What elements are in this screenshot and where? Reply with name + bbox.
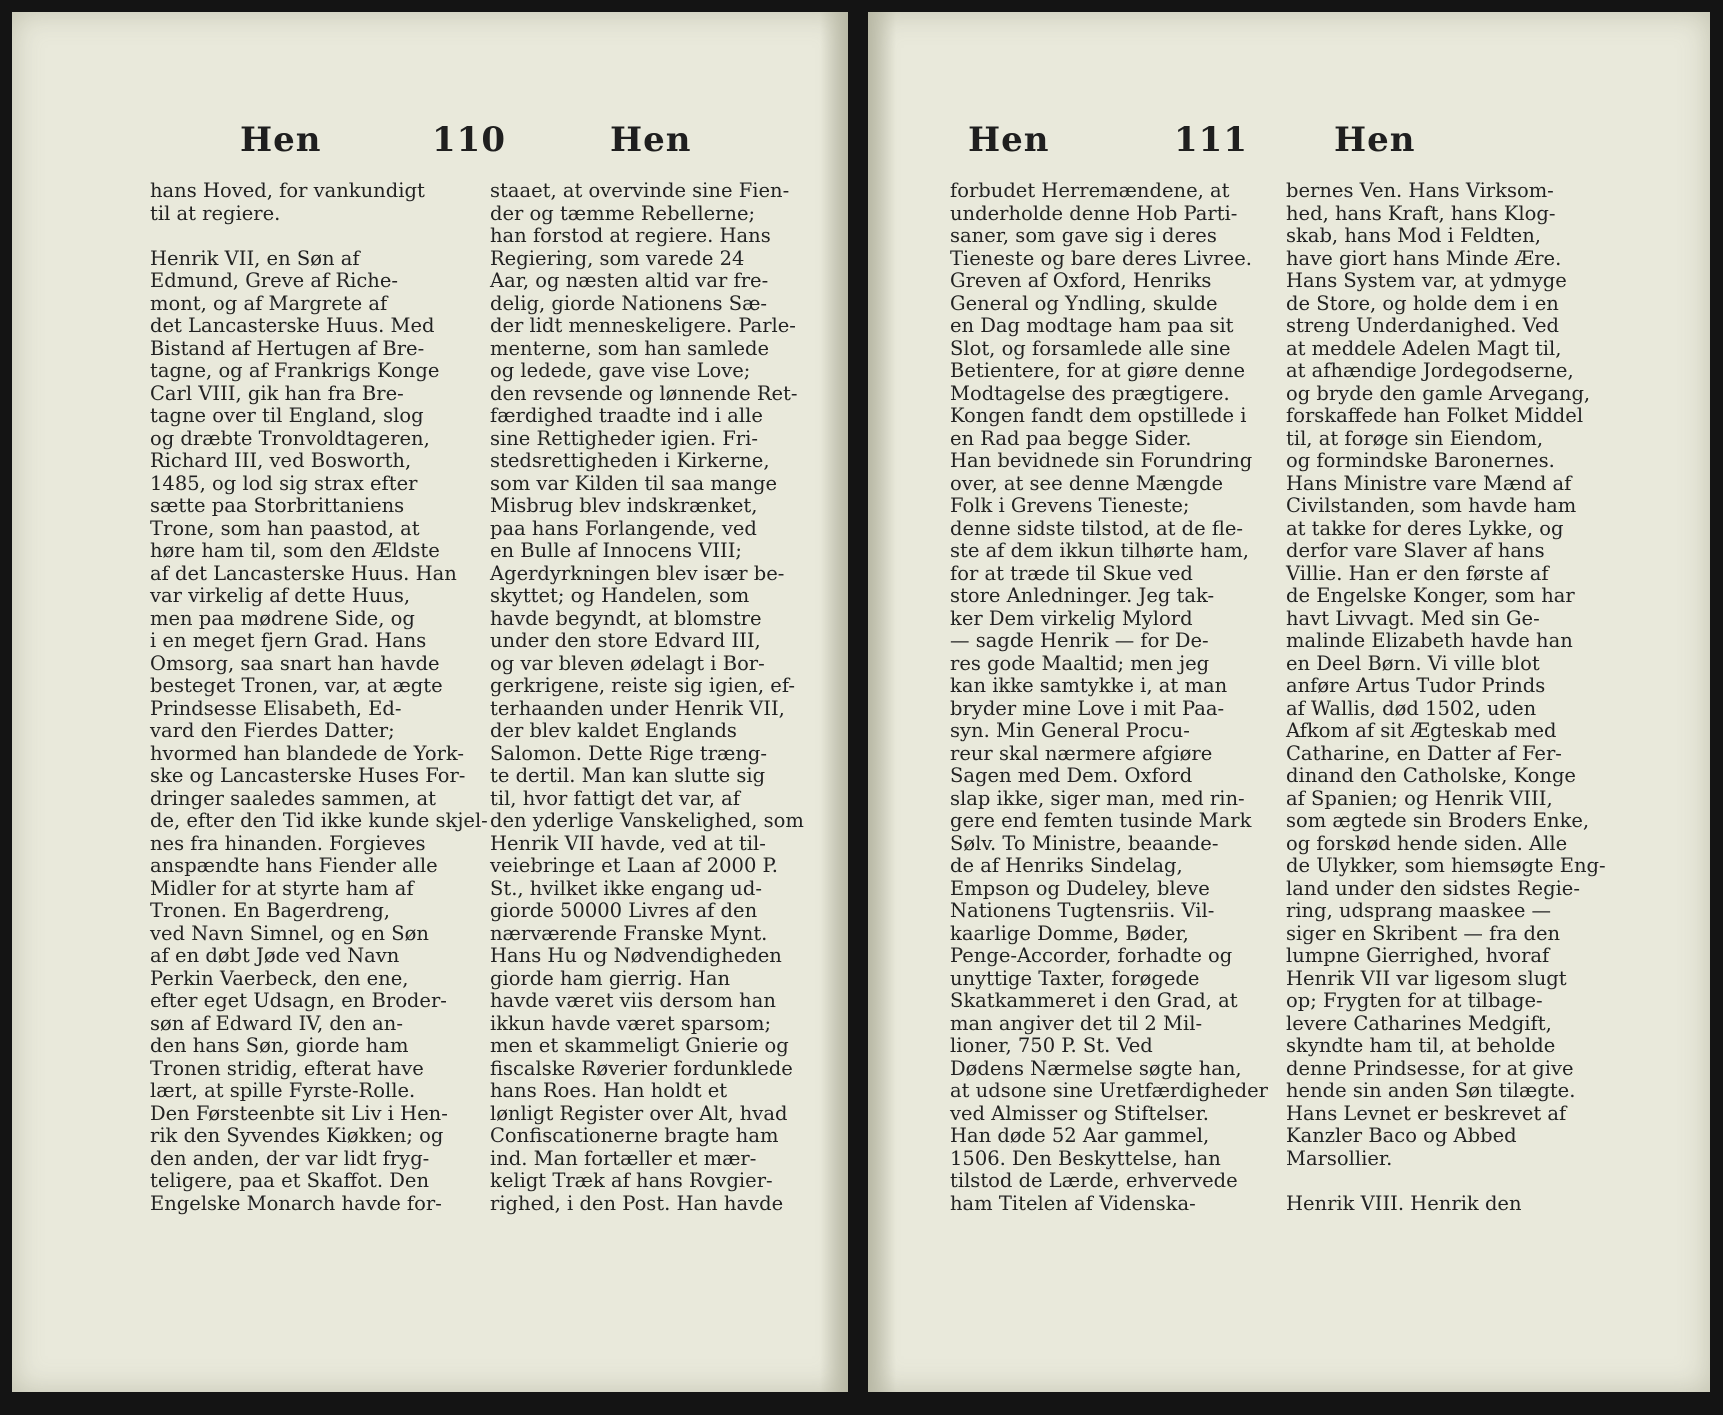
text-line: Sølv. To Ministre, beaande- — [950, 831, 1219, 855]
text-line: righed, i den Post. Han havde — [490, 1191, 784, 1215]
text-line: færdighed traadte ind i alle — [490, 404, 763, 427]
text-line: efter eget Udsagn, en Broder- — [150, 989, 447, 1012]
text-line: under den store Edvard III, — [490, 629, 761, 652]
text-line: som ægtede sin Broders Enke, — [1286, 809, 1590, 832]
text-line: Engelske Monarch havde for- — [150, 1191, 442, 1215]
text-line: syn. Min General Procu- — [950, 719, 1190, 742]
text-line: forskaffede han Folket Middel — [1286, 404, 1584, 427]
text-line: General og Yndling, skulde — [950, 291, 1218, 315]
text-line: der lidt menneskeligere. Parle- — [490, 314, 796, 337]
text-line: ikkun havde været sparsom; — [490, 1011, 772, 1035]
text-line: slap ikke, siger man, med rin- — [950, 786, 1245, 810]
text-line: Nationens Tugtensriis. Vil- — [950, 899, 1215, 922]
text-line: nes fra hinanden. Forgieves — [150, 831, 426, 855]
text-line: Henrik VII, en Søn af — [150, 246, 360, 270]
text-line: bryder mine Love i mit Paa- — [950, 696, 1225, 720]
text-line: Misbrug blev indskrænket, — [490, 494, 758, 517]
text-line: en Bulle af Innocens VIII; — [490, 539, 742, 562]
text-line: Tronen stridig, efterat have — [150, 1056, 424, 1080]
text-line: og formindske Baronernes. — [1286, 449, 1555, 472]
text-line: underholde denne Hob Parti- — [950, 201, 1238, 225]
text-line: og forskød hende siden. Alle — [1286, 831, 1568, 855]
text-line: Kanzler Baco og Abbed — [1286, 1124, 1517, 1147]
text-line: Han døde 52 Aar gammel, — [950, 1124, 1210, 1147]
text-line: Han bevidnede sin Forundring — [950, 449, 1253, 472]
text-line: Henrik VII var ligesom slugt — [1286, 966, 1567, 990]
text-line: skyttet; og Handelen, som — [490, 584, 750, 607]
text-line: — sagde Henrik — for De- — [950, 629, 1209, 652]
text-line: en Dag modtage ham paa sit — [950, 314, 1234, 337]
text-line: mont, og af Margrete af — [150, 291, 388, 315]
text-line: staaet, at overvinde sine Fien- — [490, 179, 790, 202]
gutter-shadow — [820, 12, 848, 1392]
text-line: Penge-Accorder, forhadte og — [950, 944, 1233, 967]
text-line: siger en Skribent — fra den — [1286, 921, 1561, 945]
text-column-1 — [950, 180, 1285, 1215]
text-line: lært, at spille Fyrste-Rolle. — [150, 1079, 416, 1102]
text-line: tagne, og af Frankrigs Konge — [150, 359, 440, 382]
text-line: Prindsesse Elisabeth, Ed- — [150, 696, 402, 720]
running-head-left: Hen — [240, 120, 322, 160]
text-line: reur skal nærmere afgiøre — [950, 741, 1213, 765]
text-line: Afkom af sit Ægteskab med — [1286, 719, 1557, 742]
text-line: menterne, som han samlede — [490, 336, 770, 360]
text-column-2 — [490, 180, 820, 1215]
text-line: giorde ham gierrig. Han — [490, 966, 731, 990]
text-line: Marsollier. — [1286, 1146, 1393, 1170]
text-line: terhaanden under Henrik VII, — [490, 696, 785, 720]
text-line — [150, 225, 480, 248]
text-line: for at træde til Skue ved — [950, 561, 1193, 585]
text-line: men paa mødrene Side, og — [150, 606, 415, 630]
text-line: veiebringe et Laan af 2000 P. — [490, 854, 778, 877]
text-line: sine Rettigheder igien. Fri- — [490, 426, 758, 450]
text-line: Trone, som han paastod, at — [150, 516, 420, 540]
text-line: Sagen med Dem. Oxford — [950, 764, 1193, 787]
text-line: tagne over til England, slog — [150, 404, 424, 427]
text-line: paa hans Forlangende, ved — [490, 516, 757, 540]
text-line: de, efter den Tid ikke kunde skjel- — [150, 809, 488, 832]
text-line: Salomon. Dette Rige træng- — [490, 741, 767, 765]
text-line: Regiering, som varede 24 — [490, 246, 745, 270]
text-line: forbudet Herremændene, at — [950, 179, 1230, 202]
text-line: at afhændige Jordegodserne, — [1286, 359, 1574, 382]
text-line: var virkelig af dette Huus, — [150, 584, 411, 607]
text-line: have giort hans Minde Ære. — [1286, 246, 1562, 270]
text-line: ker Dem virkelig Mylord — [950, 606, 1193, 630]
text-line: anføre Artus Tudor Prinds — [1286, 674, 1546, 697]
text-line — [1286, 1170, 1631, 1193]
text-line: besteget Tronen, var, at ægte — [150, 674, 443, 697]
text-line: Hans Ministre vare Mænd af — [1286, 471, 1572, 495]
text-line: Omsorg, saa snart han havde — [150, 651, 440, 675]
text-line: St., hvilket ikke engang ud- — [490, 876, 762, 900]
text-line: delig, giorde Nationens Sæ- — [490, 291, 768, 315]
text-line: at udsone sine Uretfærdigheder — [950, 1079, 1268, 1102]
text-line: Bistand af Hertugen af Bre- — [150, 336, 425, 360]
text-line: res gode Maaltid; men jeg — [950, 651, 1210, 675]
text-line: og dræbte Tronvoldtageren, — [150, 426, 430, 450]
text-line: Dødens Nærmelse søgte han, — [950, 1056, 1242, 1080]
text-line: saner, som gave sig i deres — [950, 224, 1217, 247]
text-line: Slot, og forsamlede alle sine — [950, 336, 1231, 360]
text-line: ring, udsprang maaskee — — [1286, 899, 1552, 922]
text-line: 1506. Den Beskyttelse, han — [950, 1146, 1221, 1170]
text-line: den revsende og lønnende Ret- — [490, 381, 798, 405]
text-line: Agerdyrkningen blev især be- — [490, 561, 785, 585]
text-line: havde været viis dersom han — [490, 989, 776, 1012]
text-line: hans Hoved, for vankundigt — [150, 179, 425, 202]
text-line: vard den Fierdes Datter; — [150, 719, 395, 742]
text-line: og ledede, gave vise Love; — [490, 359, 751, 382]
text-line: sætte paa Storbrittaniens — [150, 494, 405, 517]
text-line: den hans Søn, giorde ham — [150, 1034, 409, 1057]
text-line: Greven af Oxford, Henriks — [950, 269, 1212, 292]
text-line: Aar, og næsten altid var fre- — [490, 269, 769, 292]
text-line: en Rad paa begge Sider. — [950, 426, 1192, 450]
text-line: denne sidste tilstod, at de fle- — [950, 516, 1243, 540]
text-line: 1485, og lod sig strax efter — [150, 471, 418, 495]
text-line: streng Underdanighed. Ved — [1286, 314, 1559, 337]
text-line: Richard III, ved Bosworth, — [150, 449, 412, 472]
running-head-left: Hen — [968, 120, 1050, 160]
text-line: kaarlige Domme, Bøder, — [950, 921, 1189, 945]
text-line: land under den sidstes Regie- — [1286, 876, 1580, 900]
text-line: lioner, 750 P. St. Ved — [950, 1034, 1153, 1057]
text-line: havt Livvagt. Med sin Ge- — [1286, 606, 1540, 630]
text-line: malinde Elizabeth havde han — [1286, 629, 1573, 652]
text-line: Tieneste og bare deres Livree. — [950, 246, 1252, 270]
text-line: Tronen. En Bagerdreng, — [150, 899, 390, 922]
text-line: Henrik VII havde, ved at til- — [490, 831, 766, 855]
text-line: den yderlige Vanskelighed, som — [490, 809, 804, 832]
gutter-shadow — [868, 12, 896, 1392]
text-line: høre ham til, som den Ældste — [150, 539, 440, 562]
text-line: at takke for deres Lykke, og — [1286, 516, 1564, 540]
text-line: nærværende Franske Mynt. — [490, 921, 768, 945]
text-line: ind. Man fortæller et mær- — [490, 1146, 757, 1170]
text-line: ved Navn Simnel, og en Søn — [150, 921, 429, 945]
text-line: unyttige Taxter, forøgede — [950, 966, 1200, 990]
text-line: i en meget fjern Grad. Hans — [150, 629, 427, 652]
text-line: som var Kilden til saa mange — [490, 471, 778, 495]
text-line: til at regiere. — [150, 201, 281, 225]
text-line: ste af dem ikkun tilhørte ham, — [950, 539, 1249, 562]
text-line: skyndte ham til, at beholde — [1286, 1034, 1556, 1057]
text-line: denne Prindsesse, for at give — [1286, 1056, 1574, 1080]
text-line: Folk i Grevens Tieneste; — [950, 494, 1190, 517]
text-line: kan ikke samtykke i, at man — [950, 674, 1228, 697]
text-line: af en døbt Jøde ved Navn — [150, 944, 400, 967]
text-line: og var bleven ødelagt i Bor- — [490, 651, 765, 675]
text-line: hed, hans Kraft, hans Klog- — [1286, 201, 1556, 225]
text-line: Villie. Han er den første af — [1286, 561, 1549, 585]
text-line: men et skammeligt Gnierie og — [490, 1034, 789, 1057]
text-line: Perkin Vaerbeck, den ene, — [150, 966, 409, 990]
running-head-right: Hen — [1334, 120, 1416, 160]
text-line: giorde 50000 Livres af den — [490, 899, 758, 922]
text-line: havde begyndt, at blomstre — [490, 606, 762, 630]
text-line: det Lancasterske Huus. Med — [150, 314, 435, 337]
text-line: hvormed han blandede de York- — [150, 741, 464, 765]
text-line: store Anledninger. Jeg tak- — [950, 584, 1215, 607]
text-line: op; Frygten for at tilbage- — [1286, 989, 1543, 1012]
text-line: han forstod at regiere. Hans — [490, 224, 771, 247]
text-line: søn af Edward IV, den an- — [150, 1011, 403, 1035]
text-line: Skatkammeret i den Grad, at — [950, 989, 1238, 1012]
page-number: 111 — [1174, 120, 1248, 160]
text-line: den anden, der var lidt fryg- — [150, 1146, 430, 1170]
text-line: Catharine, en Datter af Fer- — [1286, 741, 1562, 765]
text-line: dinand den Catholske, Konge — [1286, 764, 1576, 787]
text-line: over, at see denne Mængde — [950, 471, 1224, 495]
text-line: dringer saaledes sammen, at — [150, 786, 436, 810]
text-line: Betientere, for at giøre denne — [950, 359, 1246, 382]
text-line: Empson og Dudeley, bleve — [950, 876, 1210, 900]
text-line: der blev kaldet Englands — [490, 719, 737, 742]
text-line: Modtagelse des prægtigere. — [950, 381, 1230, 405]
text-line: stedsrettigheden i Kirkerne, — [490, 449, 770, 472]
text-line: derfor vare Slaver af hans — [1286, 539, 1545, 562]
text-line: af Spanien; og Henrik VIII, — [1286, 786, 1553, 810]
right-page — [868, 12, 1710, 1392]
text-line: gerkrigene, reiste sig igien, ef- — [490, 674, 795, 697]
text-line: Civilstanden, som havde ham — [1286, 494, 1577, 517]
text-line: keligt Træk af hans Rovgier- — [490, 1169, 773, 1192]
text-line: Carl VIII, gik han fra Bre- — [150, 381, 404, 405]
text-line: lumpne Gierrighed, hvoraf — [1286, 944, 1550, 967]
text-line: skab, hans Mod i Feldten, — [1286, 224, 1541, 247]
text-line: ske og Lancasterske Huses For- — [150, 764, 466, 787]
text-line: hende sin anden Søn tilægte. — [1286, 1079, 1576, 1102]
text-line: anspændte hans Fiender alle — [150, 854, 438, 877]
text-line: ham Titelen af Videnska- — [950, 1191, 1196, 1215]
text-line: de Ulykker, som hiemsøgte Eng- — [1286, 854, 1606, 877]
text-line: tilstod de Lærde, erhvervede — [950, 1169, 1238, 1192]
text-line: teligere, paa et Skaffot. Den — [150, 1169, 429, 1192]
text-line: og bryde den gamle Arvegang, — [1286, 381, 1591, 405]
page-number: 110 — [432, 120, 506, 160]
text-line: hans Roes. Han holdt et — [490, 1079, 728, 1102]
text-line: Edmund, Greve af Riche- — [150, 269, 398, 292]
running-head-right: Hen — [610, 120, 692, 160]
text-line: man angiver det til 2 Mil- — [950, 1011, 1203, 1035]
text-line: de af Henriks Sindelag, — [950, 854, 1183, 877]
text-line: Confiscationerne bragte ham — [490, 1124, 779, 1147]
text-line: en Deel Børn. Vi ville blot — [1286, 651, 1540, 675]
text-line: Kongen fandt dem opstillede i — [950, 404, 1247, 427]
text-line: af Wallis, død 1502, uden — [1286, 696, 1537, 720]
text-line: bernes Ven. Hans Virksom- — [1286, 179, 1554, 202]
text-line: at meddele Adelen Magt til, — [1286, 336, 1562, 360]
text-line: Henrik VIII. Henrik den — [1286, 1191, 1522, 1215]
text-line: til, hvor fattigt det var, af — [490, 786, 740, 810]
text-line: Hans Levnet er beskrevet af — [1286, 1101, 1567, 1125]
text-line: levere Catharines Medgift, — [1286, 1011, 1552, 1035]
text-line: ved Almisser og Stiftelser. — [950, 1101, 1209, 1125]
text-line: de Store, og holde dem i en — [1286, 291, 1559, 315]
text-line: Den Førsteenbte sit Liv i Hen- — [150, 1101, 448, 1125]
text-line: te dertil. Man kan slutte sig — [490, 764, 766, 787]
text-line: der og tæmme Rebellerne; — [490, 201, 756, 225]
text-line: af det Lancasterske Huus. Han — [150, 561, 457, 585]
text-line: lønligt Register over Alt, hvad — [490, 1101, 788, 1125]
text-line: til, at forøge sin Eiendom, — [1286, 426, 1544, 450]
text-column-1 — [150, 179, 488, 1215]
text-line: fiscalske Røverier fordunklede — [490, 1056, 793, 1080]
text-line: rik den Syvendes Kiøkken; og — [150, 1124, 444, 1147]
text-line: Hans Hu og Nødvendigheden — [490, 944, 782, 967]
text-column-2 — [1286, 180, 1631, 1215]
text-line: Hans System var, at ydmyge — [1286, 269, 1567, 292]
text-line: de Engelske Konger, som har — [1286, 584, 1575, 607]
text-line: Midler for at styrte ham af — [150, 876, 414, 900]
text-line: gere end femten tusinde Mark — [950, 809, 1252, 832]
left-page — [12, 12, 848, 1392]
